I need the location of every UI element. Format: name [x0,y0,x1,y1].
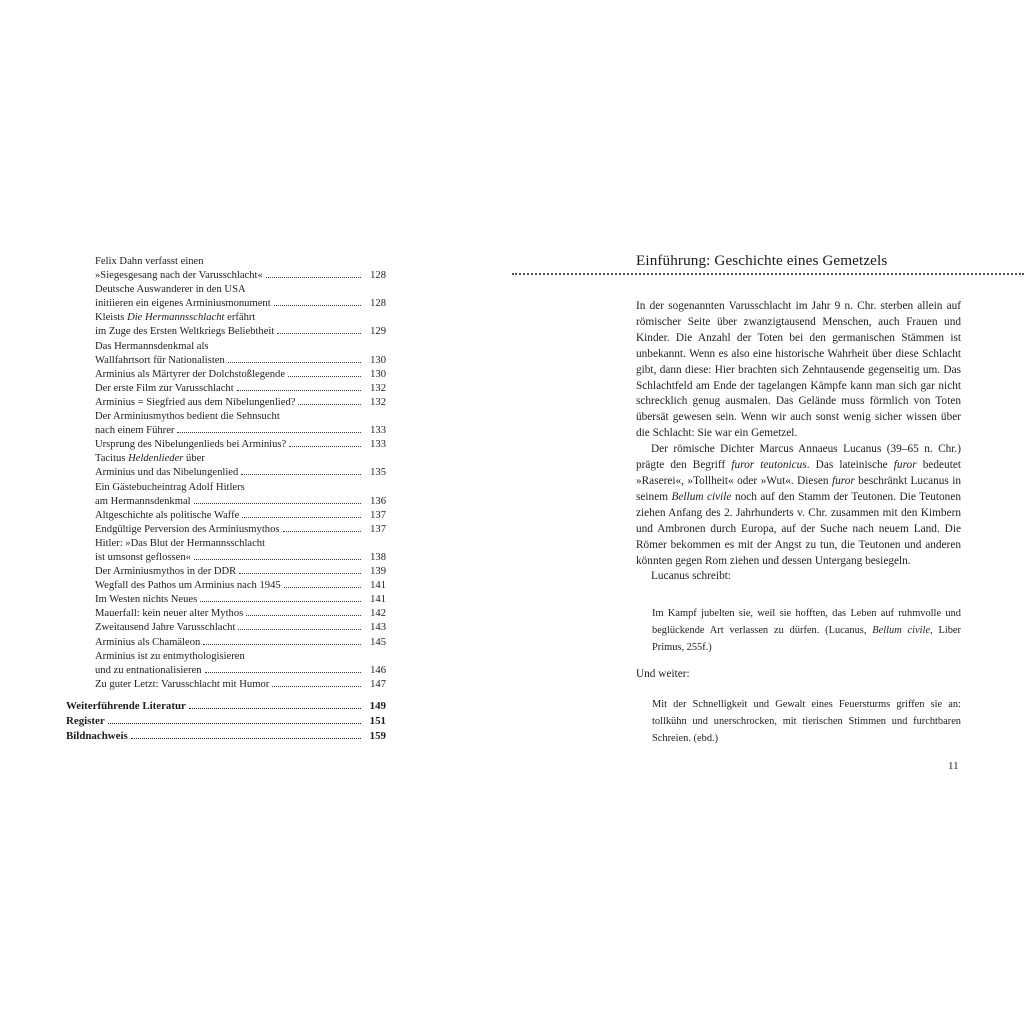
toc-leader-dots [246,614,361,616]
toc-leader-dots [288,375,361,377]
toc-entry-text: »Siegesgesang nach der Varusschlacht« [95,270,263,282]
toc-page-number: 137 [370,523,386,535]
toc-line [66,607,386,621]
toc-line [66,621,386,635]
paragraph-2: Der römische Dichter Marcus Annaeus Lucanus (39–65 n. Chr.) prägte den Begriff furor teutonicus. Das lateinische furor bedeutet »Raserei«, »Tollheit« oder »Wut«. Diesen furor beschränkt Lucanus in seinem Bellum civile noch auf den Stamm der Teutonen. Die Teutonen ziehen Anfang des 2. Jahrhunderts v. Chr. zusammen mit den Kimbern und Ambronen durch Europa, auf der Suche nach neuem Land. Die Römer bekommen es mit der Angst zu tun, die Teutonen und anderen könnten gegen Rom ziehen und dessen Untergang besiegeln. [636,443,962,567]
toc-entry-text: Das Hermannsdenkmal als [95,340,209,352]
toc-entry-text: Endgültige Perversion des Arminiusmythos [95,523,280,535]
toc-page-number: 139 [370,566,386,578]
toc-entry[interactable] [66,509,386,523]
toc-line [66,636,386,650]
toc-page-number: 137 [370,509,386,521]
toc-leader-dots [237,389,361,391]
toc-leader-dots [277,332,361,334]
toc-entry-text: Arminius als Märtyrer der Dolchstoßlegende [95,368,286,380]
toc-page-number: 145 [370,636,386,648]
toc-leader-dots [283,530,362,532]
toc-entry[interactable] [66,368,386,382]
toc-line [66,283,386,297]
toc-line [66,481,386,495]
toc-entry-text: Zweitausend Jahre Varusschlacht [95,622,236,634]
toc-page-number: 147 [370,678,386,690]
toc-entry[interactable] [66,311,386,339]
toc-line [66,311,386,325]
toc-entry[interactable] [66,650,386,678]
toc-leader-dots [242,516,361,518]
toc-entry-text: Mauerfall: kein neuer alter Mythos [95,608,244,620]
block-quote-1: Im Kampf jubelten sie, weil sie hofften, das Leben auf ruhmvolle und beglückende Art verlassen zu dürfen. (Lucanus, Bellum civile, Liber Primus, 255f.) [652,608,962,653]
toc-entry-text: Wallfahrtsort für Nationalisten [95,354,225,366]
toc-line [66,678,386,692]
toc-main-entry[interactable] [66,699,386,714]
toc-main-entry[interactable] [66,729,386,744]
toc-page-number: 130 [370,368,386,380]
toc-leader-dots [239,572,361,574]
toc-entry-text: Hitler: »Das Blut der Hermannsschlacht [95,537,266,549]
toc-leader-dots [177,431,361,433]
toc-page-number: 159 [369,730,386,743]
toc-entry-text: Tacitus Heldenlieder über [95,453,205,465]
toc-entry-text: Arminius als Chamäleon [95,636,201,648]
toc-line [66,382,386,396]
toc-line [66,396,386,410]
toc-line [66,452,386,466]
toc-line [66,650,386,664]
toc-line [66,325,386,339]
toc-entry[interactable] [66,565,386,579]
toc-entry[interactable] [66,523,386,537]
toc-line [66,523,386,537]
toc-entry-text: und zu entnationalisieren [95,664,202,676]
toc-leader-dots [272,685,361,687]
toc-main-entry[interactable] [66,714,386,729]
toc-entry-text: Ursprung des Nibelungenlieds bei Arminius? [95,439,287,451]
toc-leader-dots [238,628,361,630]
toc-entry-text: Kleists Die Hermannsschlacht erfährt [95,312,256,324]
toc-entry-text: Weiterführende Literatur [66,700,186,712]
toc-page-number: 138 [370,551,386,563]
toc-entry-text: Bildnachweis [66,730,128,743]
toc-entry-text: Arminius ist zu entmythologisieren [95,650,245,662]
toc-line [66,269,386,283]
toc-entry-text: Deutsche Auswanderer in den USA [95,284,246,296]
toc-entry[interactable] [66,537,386,565]
toc-line [66,354,386,368]
toc-entry-text: ist umsonst geflossen« [95,551,191,563]
toc-leader-dots [203,643,361,645]
toc-line [66,466,386,480]
toc-page-number: 146 [370,664,386,676]
toc-line [66,495,386,509]
toc-line [66,424,386,438]
toc-leader-dots [289,445,361,447]
toc-page-number: 128 [370,270,386,282]
toc-leader-dots [228,361,361,363]
toc-leader-dots [205,671,362,673]
chapter-title: Einführung: Geschichte eines Gemetzels [636,252,888,269]
toc-leader-dots [200,600,361,602]
toc-line [66,509,386,523]
toc-entry-text: Arminius = Siegfried aus dem Nibelungenlied? [95,396,296,408]
toc-entry-text: Wegfall des Pathos um Arminius nach 1945 [95,580,281,592]
toc-entry[interactable] [66,593,386,607]
toc-page-number: 141 [370,594,386,606]
toc-line [66,410,386,424]
toc-entry-text: Zu guter Letzt: Varusschlacht mit Humor [95,678,270,690]
toc-leader-dots [298,403,361,405]
toc-entry[interactable] [66,438,386,452]
page-number: 11 [948,760,959,772]
toc-entry-text: initiieren ein eigenes Arminiusmonument [95,298,271,310]
toc-entry[interactable] [66,678,386,692]
toc-entry[interactable] [66,283,386,311]
toc-page-number: 133 [370,439,386,451]
toc-leader-dots [241,473,361,475]
toc-leader-dots [274,304,361,306]
toc-line [66,255,386,269]
table-of-contents [66,255,386,692]
toc-entry[interactable] [66,636,386,650]
toc-entry[interactable] [66,579,386,593]
toc-entry-text: Altgeschichte als politische Waffe [95,509,240,521]
toc-leader-dots [108,722,361,724]
toc-leader-dots [284,586,361,588]
block-quote-2: Mit der Schnelligkeit und Gewalt eines Feuersturms griffen sie an: tollkühn und unerschrocken, mit tierischen Stimmen und furchtbaren Schreien. (ebd.) [652,699,961,744]
toc-page-number: 128 [370,298,386,310]
toc-leader-dots [194,558,361,560]
toc-page-number: 143 [370,622,386,634]
toc-entry[interactable] [66,382,386,396]
chapter-body [636,299,961,585]
toc-entry-text: im Zuge des Ersten Weltkriegs Beliebtheit [95,326,275,338]
paragraph-1: In der sogenannten Varusschlacht im Jahr 9 n. Chr. sterben allein auf römischer Seite über zwanzigtausend Menschen, auch Frauen und Kinder. Die Anzahl der Toten bei den germanischen Stämmen ist unbekannt. Wenn es also eine historische Wahrheit über diese Schlacht gibt, dann diese: Hier brachten sich Zehntausende gegenseitig um. Das Schlachtfeld am Ende der tagelangen Kämpfe kann man sich gar nicht schrecklich genug ausmalen. Das Gelände muss förmlich von Toten übersät gewesen sein. Wenn wir auch sonst wenig sicher wissen über die Schlacht: Sie war ein Gemetzel. [636,300,961,440]
toc-entry-text: Arminius und das Nibelungenlied [95,467,239,479]
toc-line [66,579,386,593]
toc-leader-dots [194,502,361,504]
toc-entry[interactable] [66,452,386,480]
toc-page-number: 130 [370,354,386,366]
toc-entry-text: nach einem Führer [95,425,175,437]
toc-line [66,340,386,354]
toc-page-number: 151 [369,715,386,728]
toc-entry-text: Der erste Film zur Varusschlacht [95,382,234,394]
toc-line [66,593,386,607]
toc-entry[interactable] [66,410,386,438]
toc-page-number: 149 [369,700,386,712]
toc-entry[interactable] [66,481,386,509]
toc-page-number: 135 [370,467,386,479]
toc-leader-dots [131,737,361,739]
toc-page-number: 132 [370,382,386,394]
toc-entry[interactable] [66,621,386,635]
toc-page-number: 136 [370,495,386,507]
toc-entry-text: Register [66,715,105,728]
toc-page-number: 133 [370,425,386,437]
toc-entry[interactable] [66,396,386,410]
toc-entry[interactable] [66,340,386,368]
toc-entry-text: am Hermannsdenkmal [95,495,191,507]
toc-entry-text: Der Arminiusmythos in der DDR [95,566,237,578]
transition-text: Und weiter: [636,668,690,680]
toc-leader-dots [189,707,361,709]
toc-line [66,565,386,579]
toc-line [66,297,386,311]
toc-entry-text: Im Westen nichts Neues [95,594,198,606]
toc-entry-text: Ein Gästebucheintrag Adolf Hitlers [95,481,245,493]
toc-entry[interactable] [66,255,386,283]
toc-leader-dots [266,276,361,278]
toc-line [66,368,386,382]
toc-page-number: 142 [370,608,386,620]
toc-entry-text: Der Arminiusmythos bedient die Sehnsucht [95,411,280,423]
toc-line [66,438,386,452]
toc-page-number: 132 [370,396,386,408]
toc-entry-text: Felix Dahn verfasst einen [95,256,204,267]
toc-line [66,664,386,678]
toc-line [66,537,386,551]
paragraph-3: Lucanus schreibt: [651,570,731,583]
toc-entry[interactable] [66,607,386,621]
toc-back-matter [66,699,386,745]
toc-page-number: 141 [370,580,386,592]
title-dotted-rule [512,273,1024,275]
toc-page-number: 129 [370,326,386,338]
toc-line [66,551,386,565]
